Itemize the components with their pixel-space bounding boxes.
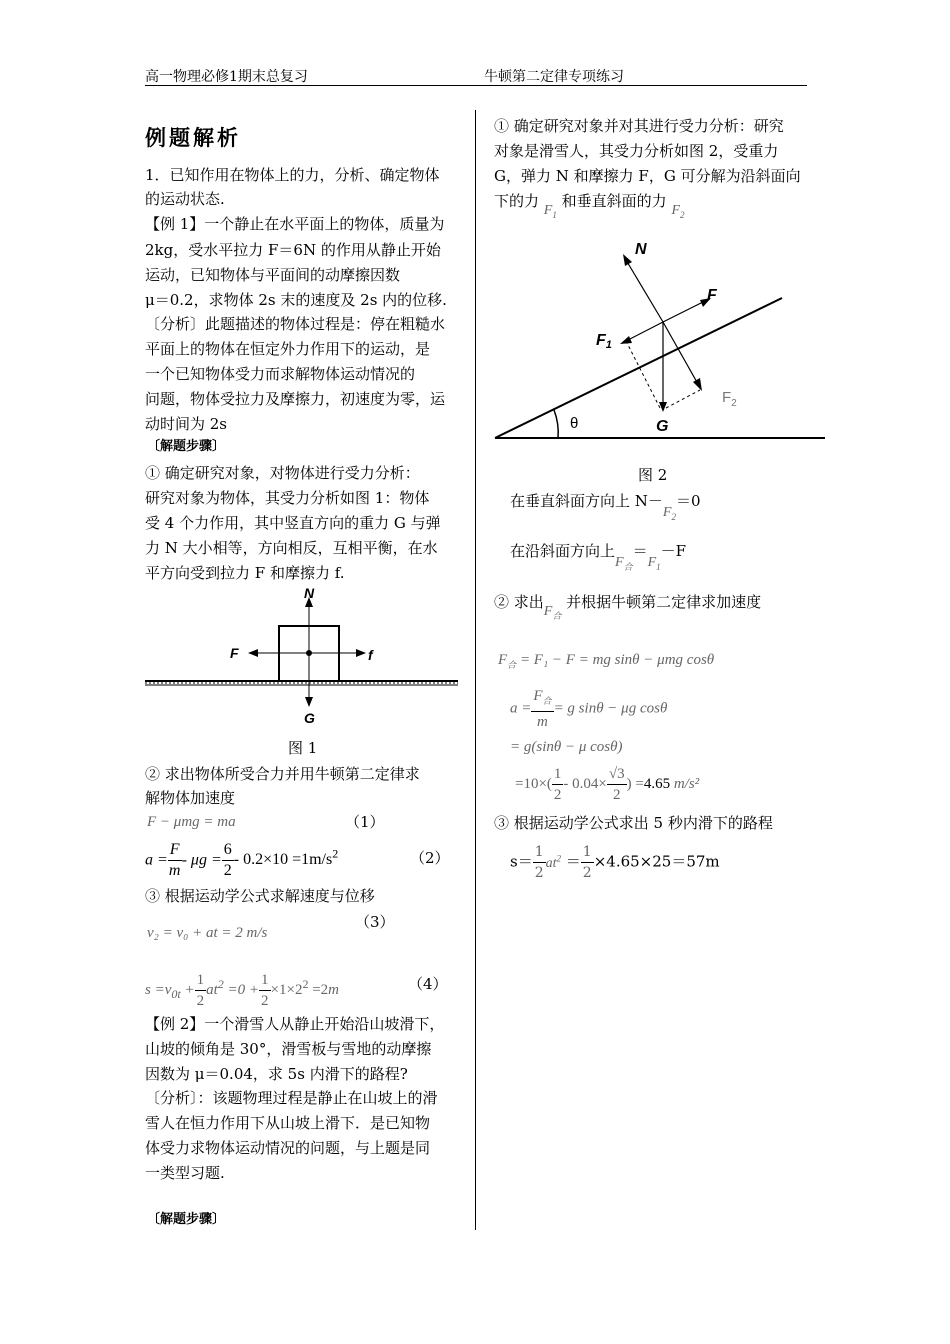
ex1-line-4: μ＝0.2，求物体 2s 末的速度及 2s 内的位移. <box>145 291 447 309</box>
label-N: N <box>304 585 315 601</box>
figure-2-caption: 图 2 <box>638 466 668 484</box>
ana2-line-1: 〔分析〕：该题物理过程是静止在山坡上的滑 <box>145 1089 438 1107</box>
distance-equation: s＝ $\frac{1}{2}$ $at^2$ ＝ $\frac{1}{2}$ ×4.65×25＝57m <box>510 844 720 882</box>
header-left: 高一物理必修1期末总复习 <box>145 69 308 85</box>
along-equation: 在沿斜面方向上$F_合=F_1-F$ <box>510 542 687 572</box>
equation-4-number: （4） <box>408 975 448 993</box>
label-N2: N <box>635 241 647 258</box>
steps-label-2: 〔解题步骤〕 <box>147 1212 226 1227</box>
equation-1: F − μmg = ma <box>147 814 236 830</box>
ana1-line-1: 〔分析〕此题描述的物体过程是：停在粗糙水 <box>145 315 446 333</box>
label-f: f <box>368 647 373 663</box>
accel-eq-4: =10×( $\frac{1}{2}$ - 0.04× $\frac{√3}{2}$ ) =4.65 m/s² <box>515 766 700 804</box>
figure-2 <box>490 232 830 457</box>
ana2-line-3: 体受力求物体运动情况的问题，与上题是同 <box>145 1139 431 1157</box>
ana1-line-3: 一个已知物体受力而求解物体运动情况的 <box>145 365 416 383</box>
header-rule <box>145 85 807 86</box>
step2-line-2: 解物体加速度 <box>145 789 236 807</box>
step1-line-5: 平方向受到拉力 F 和摩擦力 f. <box>145 564 345 582</box>
equation-2: a = $\frac{F}{m}$ - μg = $\frac{6}{2}$ - $0.2\times 10 =1m/s^2$ <box>145 841 339 880</box>
label-F2: F <box>707 287 717 304</box>
ex1-line-1: 【例 1】一个静止在水平面上的物体，质量为 <box>145 215 445 233</box>
label-G2: G <box>656 418 669 435</box>
r-step1-line-3: G，弹力 N 和摩擦力 F，G 可分解为沿斜面向 <box>494 167 801 185</box>
ex1-line-2: 2kg，受水平拉力 F＝6N 的作用从静止开始 <box>145 241 441 259</box>
ana1-line-2: 平面上的物体在恒定外力作用下的运动，是 <box>145 340 431 358</box>
ex2-line-2: 山坡的倾角是 30°，滑雪板与雪地的动摩擦 <box>145 1040 432 1058</box>
ana1-line-5: 动时间为 2s <box>145 415 228 433</box>
ana2-line-2: 雪人在恒力作用下从山坡上滑下．是已知物 <box>145 1114 431 1132</box>
step3-text: ③ 根据运动学公式求解速度与位移 <box>145 887 375 905</box>
ex1-line-3: 运动，已知物体与平面间的动摩擦因数 <box>145 266 401 284</box>
section-title: 例题解析 <box>145 125 241 150</box>
accel-eq-3: = g(sinθ − μ cosθ) <box>510 739 623 755</box>
intro-line-1: 1．已知作用在物体上的力，分析、确定物体 <box>145 166 440 184</box>
steps-label-1: 〔解题步骤〕 <box>147 439 226 454</box>
equation-4: $s =v_{0t}$ + $\frac{1}{2}$ $at^2 =0$ + $\frac{1}{2}$ $\times 1\times 2^2 =2m$ <box>145 972 340 1010</box>
ana2-line-4: 一类型习题. <box>145 1164 225 1182</box>
step1-line-4: 力 N 大小相等，方向相反，互相平衡，在水 <box>145 539 438 557</box>
step1-line-2: 研究对象为物体，其受力分析如图 1：物体 <box>145 489 430 507</box>
figure-1 <box>140 585 460 730</box>
step1-line-1: ① 确定研究对象，对物体进行受力分析： <box>145 464 420 482</box>
header-right: 牛顿第二定律专项练习 <box>484 69 624 85</box>
perp-equation: 在垂直斜面方向上 $N-F_2=0$ <box>510 492 701 522</box>
step1-line-3: 受 4 个力作用，其中竖直方向的重力 G 与弹 <box>145 514 441 532</box>
label-F2-component: $F_2$ <box>722 389 737 409</box>
label-F: F <box>230 645 239 661</box>
r-step1-line-2: 对象是滑雪人，其受力分析如图 2，受重力 <box>494 142 779 160</box>
equation-3-number: （3） <box>355 913 395 931</box>
ex2-line-1: 【例 2】一个滑雪人从静止开始沿山坡滑下， <box>145 1015 445 1033</box>
n-arrow <box>626 260 663 322</box>
incline-line <box>495 298 782 438</box>
accel-eq-1: $F_合 = F_1 - F$ = mg sinθ − μmg cosθ <box>498 652 715 670</box>
ex2-line-3: 因数为 μ＝0.04，求 5s 内滑下的路程? <box>145 1065 408 1083</box>
intro-line-2: 的运动状态. <box>145 190 225 208</box>
r-step2: ② 求出$F_合$ 并根据牛顿第二定律求加速度 <box>494 593 762 621</box>
r-step1-line-1: ① 确定研究对象并对其进行受力分析：研究 <box>494 117 784 135</box>
f-arrow <box>663 301 705 322</box>
f1-arrow <box>626 322 663 341</box>
equation-1-number: （1） <box>345 813 385 831</box>
ana1-line-4: 问题，物体受拉力及摩擦力，初速度为零，运 <box>145 390 446 408</box>
figure-1-caption: 图 1 <box>288 739 318 757</box>
step2-line-1: ② 求出物体所受合力并用牛顿第二定律求 <box>145 765 420 783</box>
angle-arc <box>554 410 558 438</box>
equation-3: v₂ = v₀ + at = 2 m/s <box>147 925 268 941</box>
r-step3: ③ 根据运动学公式求出 5 秒内滑下的路程 <box>494 814 773 832</box>
label-G: G <box>304 710 315 726</box>
column-divider <box>475 110 476 1230</box>
r-step1-line-4a: 下的力 $F_1$ 和垂直斜面的力 $F_2$ <box>494 192 685 220</box>
ground-hatch <box>145 683 458 685</box>
label-F1: F1 <box>596 332 612 351</box>
equation-2-number: （2） <box>410 849 450 867</box>
accel-eq-2: a = $\frac{F_合}{m}$ = g sinθ − μg cosθ <box>510 688 668 730</box>
label-theta: θ <box>570 415 579 432</box>
